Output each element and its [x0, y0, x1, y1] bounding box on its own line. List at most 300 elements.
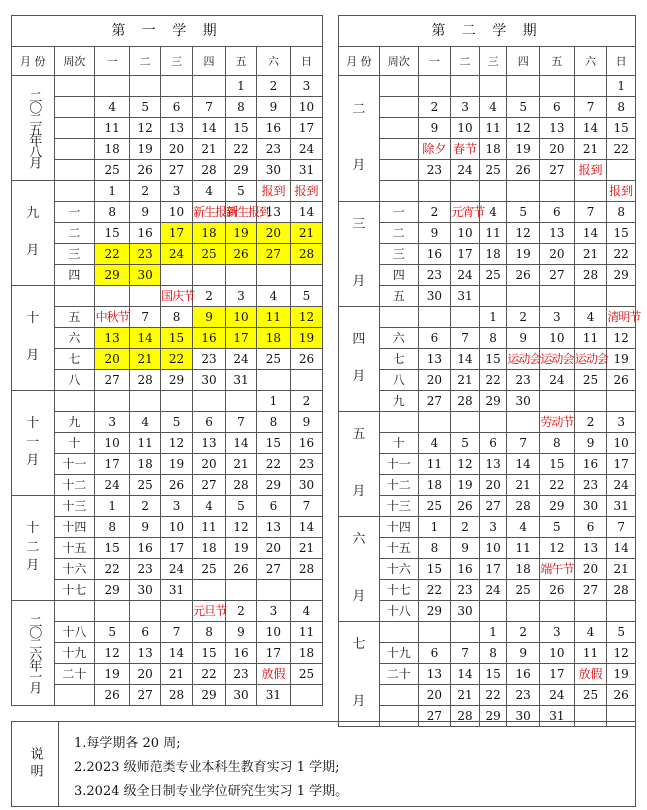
month-cell: 九 月	[12, 181, 55, 286]
day-cell	[418, 181, 451, 202]
day-cell: 7	[226, 412, 257, 433]
week-number: 二	[54, 223, 94, 244]
day-cell: 26	[607, 685, 636, 706]
day-cell: 9	[130, 202, 161, 223]
week-number: 九	[379, 391, 418, 412]
day-cell: 运动会	[574, 349, 607, 370]
day-cell: 14	[193, 118, 226, 139]
day-cell: 18	[479, 244, 507, 265]
week-number: 十四	[379, 517, 418, 538]
week-row	[12, 328, 323, 349]
day-cell: 21	[574, 244, 607, 265]
week-row	[12, 475, 323, 496]
day-cell: 21	[130, 349, 161, 370]
week-number: 二十	[54, 664, 94, 685]
day-cell: 14	[607, 538, 636, 559]
week-number: 六	[54, 328, 94, 349]
day-cell: 8	[418, 538, 451, 559]
day-cell	[130, 391, 161, 412]
week-number: 十九	[54, 643, 94, 664]
day-cell	[607, 160, 636, 181]
day-cell	[451, 181, 480, 202]
day-cell	[130, 286, 161, 307]
day-cell: 20	[193, 454, 226, 475]
day-cell: 2	[193, 286, 226, 307]
day-cell: 28	[607, 580, 636, 601]
day-cell: 19	[451, 475, 480, 496]
day-cell: 20	[161, 139, 193, 160]
week-row	[12, 433, 323, 454]
day-cell: 5	[226, 496, 257, 517]
week-number: 十五	[379, 538, 418, 559]
day-cell: 16	[256, 118, 290, 139]
day-cell: 3	[607, 412, 636, 433]
day-cell: 7	[507, 433, 540, 454]
week-row	[12, 391, 323, 412]
week-number: 三	[54, 244, 94, 265]
day-cell: 13	[418, 349, 451, 370]
day-cell: 29	[540, 496, 575, 517]
week-number: 五	[379, 286, 418, 307]
column-header: 六	[256, 47, 290, 76]
day-cell: 14	[290, 517, 322, 538]
day-cell: 春节	[451, 139, 480, 160]
day-cell: 21	[451, 685, 480, 706]
day-cell: 28	[507, 496, 540, 517]
day-cell: 28	[226, 475, 257, 496]
day-cell: 30	[290, 475, 322, 496]
day-cell: 2	[418, 97, 451, 118]
day-cell: 28	[130, 370, 161, 391]
day-cell: 6	[161, 97, 193, 118]
day-cell: 15	[607, 223, 636, 244]
day-cell	[451, 76, 480, 97]
day-cell: 1	[479, 622, 507, 643]
note-item: 3.2024 级全日制专业学位研究生实习 1 学期。	[74, 784, 349, 799]
day-cell: 24	[479, 580, 507, 601]
week-row	[12, 601, 323, 622]
day-cell: 4	[193, 181, 226, 202]
day-cell: 5	[226, 181, 257, 202]
week-number	[379, 160, 418, 181]
day-cell: 12	[226, 517, 257, 538]
week-number	[54, 76, 94, 97]
day-cell	[161, 76, 193, 97]
day-cell	[451, 307, 480, 328]
day-cell: 14	[290, 202, 322, 223]
day-cell: 27	[161, 160, 193, 181]
day-cell: 3	[451, 97, 480, 118]
week-number	[379, 181, 418, 202]
notes-label-cell	[12, 722, 59, 806]
day-cell	[290, 685, 322, 706]
day-cell: 8	[607, 97, 636, 118]
week-number	[379, 622, 418, 643]
day-cell: 14	[451, 664, 480, 685]
day-cell: 21	[290, 223, 322, 244]
day-cell: 30	[256, 160, 290, 181]
week-number: 六	[379, 328, 418, 349]
day-cell: 19	[226, 538, 257, 559]
day-cell: 25	[507, 580, 540, 601]
day-cell: 9	[256, 97, 290, 118]
day-cell: 27	[193, 475, 226, 496]
day-cell: 15	[479, 349, 507, 370]
day-cell: 4	[290, 601, 322, 622]
semester1-table	[11, 15, 323, 706]
week-number: 十一	[379, 454, 418, 475]
notes-list	[74, 732, 348, 804]
day-cell: 22	[479, 685, 507, 706]
week-row	[12, 244, 323, 265]
day-cell: 28	[451, 391, 480, 412]
day-cell: 14	[507, 454, 540, 475]
day-cell: 20	[479, 475, 507, 496]
day-cell	[574, 181, 607, 202]
day-cell: 31	[161, 580, 193, 601]
day-cell: 7	[193, 97, 226, 118]
day-cell: 4	[574, 307, 607, 328]
day-cell: 22	[479, 370, 507, 391]
day-cell: 21	[507, 475, 540, 496]
day-cell: 22	[540, 475, 575, 496]
week-number: 十六	[54, 559, 94, 580]
day-cell: 29	[479, 706, 507, 727]
month-cell: 二〇二六年一月	[12, 601, 55, 706]
day-cell	[193, 580, 226, 601]
day-cell: 4	[256, 286, 290, 307]
notes-label: 说明	[27, 747, 43, 781]
day-cell	[95, 286, 130, 307]
day-cell: 8	[479, 643, 507, 664]
day-cell: 13	[95, 328, 130, 349]
notes-box	[11, 721, 636, 807]
day-cell: 18	[418, 475, 451, 496]
column-header: 日	[290, 47, 322, 76]
day-cell: 31	[256, 685, 290, 706]
day-cell: 19	[290, 328, 322, 349]
day-cell: 23	[451, 580, 480, 601]
week-row	[339, 643, 636, 664]
week-row	[12, 139, 323, 160]
day-cell: 7	[607, 517, 636, 538]
day-cell: 16	[574, 454, 607, 475]
day-cell: 16	[451, 559, 480, 580]
day-cell: 18	[290, 643, 322, 664]
day-cell: 12	[507, 223, 540, 244]
day-cell: 21	[193, 139, 226, 160]
day-cell: 14	[574, 223, 607, 244]
day-cell: 端午节	[540, 559, 575, 580]
day-cell: 中秋节	[95, 307, 130, 328]
day-cell	[607, 601, 636, 622]
day-cell: 16	[130, 538, 161, 559]
note-item: 1.每学期各 20 周;	[74, 736, 181, 751]
day-cell: 1	[95, 181, 130, 202]
day-cell: 22	[256, 454, 290, 475]
week-row	[339, 517, 636, 538]
week-number	[54, 286, 94, 307]
week-row	[339, 559, 636, 580]
day-cell: 21	[451, 370, 480, 391]
day-cell: 7	[290, 496, 322, 517]
day-cell: 13	[256, 517, 290, 538]
week-number: 十五	[54, 538, 94, 559]
day-cell: 4	[418, 433, 451, 454]
day-cell: 14	[226, 433, 257, 454]
week-row	[12, 685, 323, 706]
day-cell: 7	[574, 97, 607, 118]
week-row	[339, 538, 636, 559]
day-cell: 13	[130, 643, 161, 664]
day-cell: 29	[256, 475, 290, 496]
day-cell: 17	[479, 559, 507, 580]
week-number: 一	[379, 202, 418, 223]
day-cell	[507, 412, 540, 433]
day-cell: 30	[193, 370, 226, 391]
day-cell: 8	[540, 433, 575, 454]
day-cell: 20	[95, 349, 130, 370]
week-number: 十六	[379, 559, 418, 580]
day-cell: 12	[507, 118, 540, 139]
week-row	[12, 622, 323, 643]
day-cell: 30	[130, 265, 161, 286]
day-cell	[290, 580, 322, 601]
day-cell: 16	[130, 223, 161, 244]
day-cell: 6	[540, 202, 575, 223]
day-cell: 10	[451, 118, 480, 139]
week-number: 四	[379, 265, 418, 286]
day-cell: 13	[540, 118, 575, 139]
day-cell: 17	[256, 643, 290, 664]
day-cell: 17	[540, 664, 575, 685]
day-cell: 17	[226, 328, 257, 349]
day-cell	[479, 76, 507, 97]
day-cell: 26	[226, 559, 257, 580]
day-cell: 30	[507, 391, 540, 412]
day-cell: 29	[607, 265, 636, 286]
week-row	[339, 496, 636, 517]
week-row	[339, 139, 636, 160]
day-cell: 13	[540, 223, 575, 244]
week-number	[54, 181, 94, 202]
day-cell: 24	[161, 559, 193, 580]
day-cell: 7	[451, 328, 480, 349]
day-cell: 报到	[290, 181, 322, 202]
day-cell: 14	[451, 349, 480, 370]
week-row	[12, 307, 323, 328]
day-cell: 9	[290, 412, 322, 433]
day-cell: 30	[451, 601, 480, 622]
day-cell	[256, 265, 290, 286]
day-cell: 23	[226, 664, 257, 685]
day-cell: 15	[540, 454, 575, 475]
day-cell: 1	[256, 391, 290, 412]
day-cell: 30	[574, 496, 607, 517]
day-cell: 2	[574, 412, 607, 433]
day-cell: 20	[540, 244, 575, 265]
day-cell: 22	[607, 139, 636, 160]
day-cell: 1	[95, 496, 130, 517]
column-header: 日	[607, 47, 636, 76]
day-cell	[418, 412, 451, 433]
day-cell: 6	[574, 517, 607, 538]
month-cell: 四 月	[339, 307, 380, 412]
day-cell: 26	[607, 370, 636, 391]
day-cell: 24	[540, 685, 575, 706]
week-row	[339, 328, 636, 349]
day-cell: 29	[418, 601, 451, 622]
day-cell: 30	[226, 685, 257, 706]
week-row	[339, 97, 636, 118]
day-cell: 4	[95, 97, 130, 118]
day-cell: 3	[540, 622, 575, 643]
week-number: 七	[379, 349, 418, 370]
week-row	[339, 118, 636, 139]
month-cell: 六 月	[339, 517, 380, 622]
day-cell: 23	[507, 370, 540, 391]
day-cell	[540, 391, 575, 412]
week-number: 八	[379, 370, 418, 391]
day-cell: 31	[451, 286, 480, 307]
day-cell: 12	[607, 328, 636, 349]
column-header: 五	[226, 47, 257, 76]
day-cell: 15	[226, 118, 257, 139]
day-cell: 29	[95, 580, 130, 601]
day-cell: 18	[95, 139, 130, 160]
week-row	[339, 433, 636, 454]
day-cell: 5	[130, 97, 161, 118]
week-row	[12, 664, 323, 685]
day-cell: 24	[226, 349, 257, 370]
day-cell: 17	[95, 454, 130, 475]
week-number	[379, 307, 418, 328]
day-cell: 23	[130, 244, 161, 265]
week-number: 十七	[379, 580, 418, 601]
day-cell: 新生报到	[226, 202, 257, 223]
day-cell: 17	[161, 223, 193, 244]
day-cell: 2	[130, 181, 161, 202]
day-cell: 20	[418, 685, 451, 706]
day-cell: 11	[130, 433, 161, 454]
day-cell: 9	[507, 328, 540, 349]
week-row	[339, 76, 636, 97]
day-cell: 13	[418, 664, 451, 685]
day-cell: 27	[479, 496, 507, 517]
column-header: 三	[479, 47, 507, 76]
day-cell	[161, 601, 193, 622]
day-cell: 12	[161, 433, 193, 454]
week-row	[12, 517, 323, 538]
week-row	[12, 559, 323, 580]
day-cell: 19	[607, 349, 636, 370]
day-cell: 17	[161, 538, 193, 559]
semester1-title: 第 一 学 期	[12, 16, 323, 47]
day-cell: 24	[451, 160, 480, 181]
day-cell: 19	[161, 454, 193, 475]
day-cell: 12	[451, 454, 480, 475]
day-cell	[226, 391, 257, 412]
week-number	[54, 139, 94, 160]
day-cell: 11	[193, 517, 226, 538]
day-cell: 15	[607, 118, 636, 139]
day-cell: 28	[574, 265, 607, 286]
day-cell: 15	[418, 559, 451, 580]
day-cell: 24	[290, 139, 322, 160]
day-cell: 16	[193, 328, 226, 349]
day-cell	[574, 601, 607, 622]
day-cell: 13	[256, 202, 290, 223]
day-cell: 8	[607, 202, 636, 223]
day-cell	[256, 580, 290, 601]
day-cell: 3	[479, 517, 507, 538]
day-cell: 5	[290, 286, 322, 307]
week-number	[54, 391, 94, 412]
day-cell: 25	[95, 160, 130, 181]
day-cell: 9	[418, 118, 451, 139]
week-row	[12, 286, 323, 307]
day-cell: 31	[607, 496, 636, 517]
day-cell: 元宵节	[451, 202, 480, 223]
week-row	[12, 349, 323, 370]
day-cell: 21	[161, 664, 193, 685]
day-cell: 3	[290, 76, 322, 97]
day-cell: 23	[256, 139, 290, 160]
week-row	[339, 181, 636, 202]
day-cell: 26	[130, 160, 161, 181]
day-cell: 24	[161, 244, 193, 265]
day-cell: 27	[574, 580, 607, 601]
column-header: 一	[95, 47, 130, 76]
day-cell: 11	[290, 622, 322, 643]
day-cell: 28	[290, 559, 322, 580]
day-cell: 1	[607, 76, 636, 97]
week-row	[339, 454, 636, 475]
day-cell	[540, 601, 575, 622]
day-cell: 11	[574, 328, 607, 349]
day-cell: 2	[256, 76, 290, 97]
month-cell: 二 月	[339, 76, 380, 202]
day-cell: 15	[256, 433, 290, 454]
week-row	[12, 181, 323, 202]
day-cell: 27	[540, 265, 575, 286]
day-cell: 18	[256, 328, 290, 349]
week-row	[12, 97, 323, 118]
week-row	[339, 286, 636, 307]
day-cell: 10	[256, 622, 290, 643]
day-cell: 27	[418, 706, 451, 727]
day-cell: 24	[451, 265, 480, 286]
day-cell: 24	[607, 475, 636, 496]
day-cell: 2	[226, 601, 257, 622]
day-cell: 6	[418, 643, 451, 664]
month-cell: 三 月	[339, 202, 380, 307]
day-cell: 13	[479, 454, 507, 475]
day-cell: 报到	[607, 181, 636, 202]
week-row	[339, 685, 636, 706]
day-cell: 劳动节	[540, 412, 575, 433]
day-cell: 21	[607, 559, 636, 580]
day-cell: 9	[226, 622, 257, 643]
week-row	[339, 412, 636, 433]
week-number: 十四	[54, 517, 94, 538]
day-cell: 19	[226, 223, 257, 244]
day-cell: 27	[256, 559, 290, 580]
day-cell: 20	[540, 139, 575, 160]
week-row	[339, 265, 636, 286]
day-cell	[507, 601, 540, 622]
day-cell: 18	[130, 454, 161, 475]
